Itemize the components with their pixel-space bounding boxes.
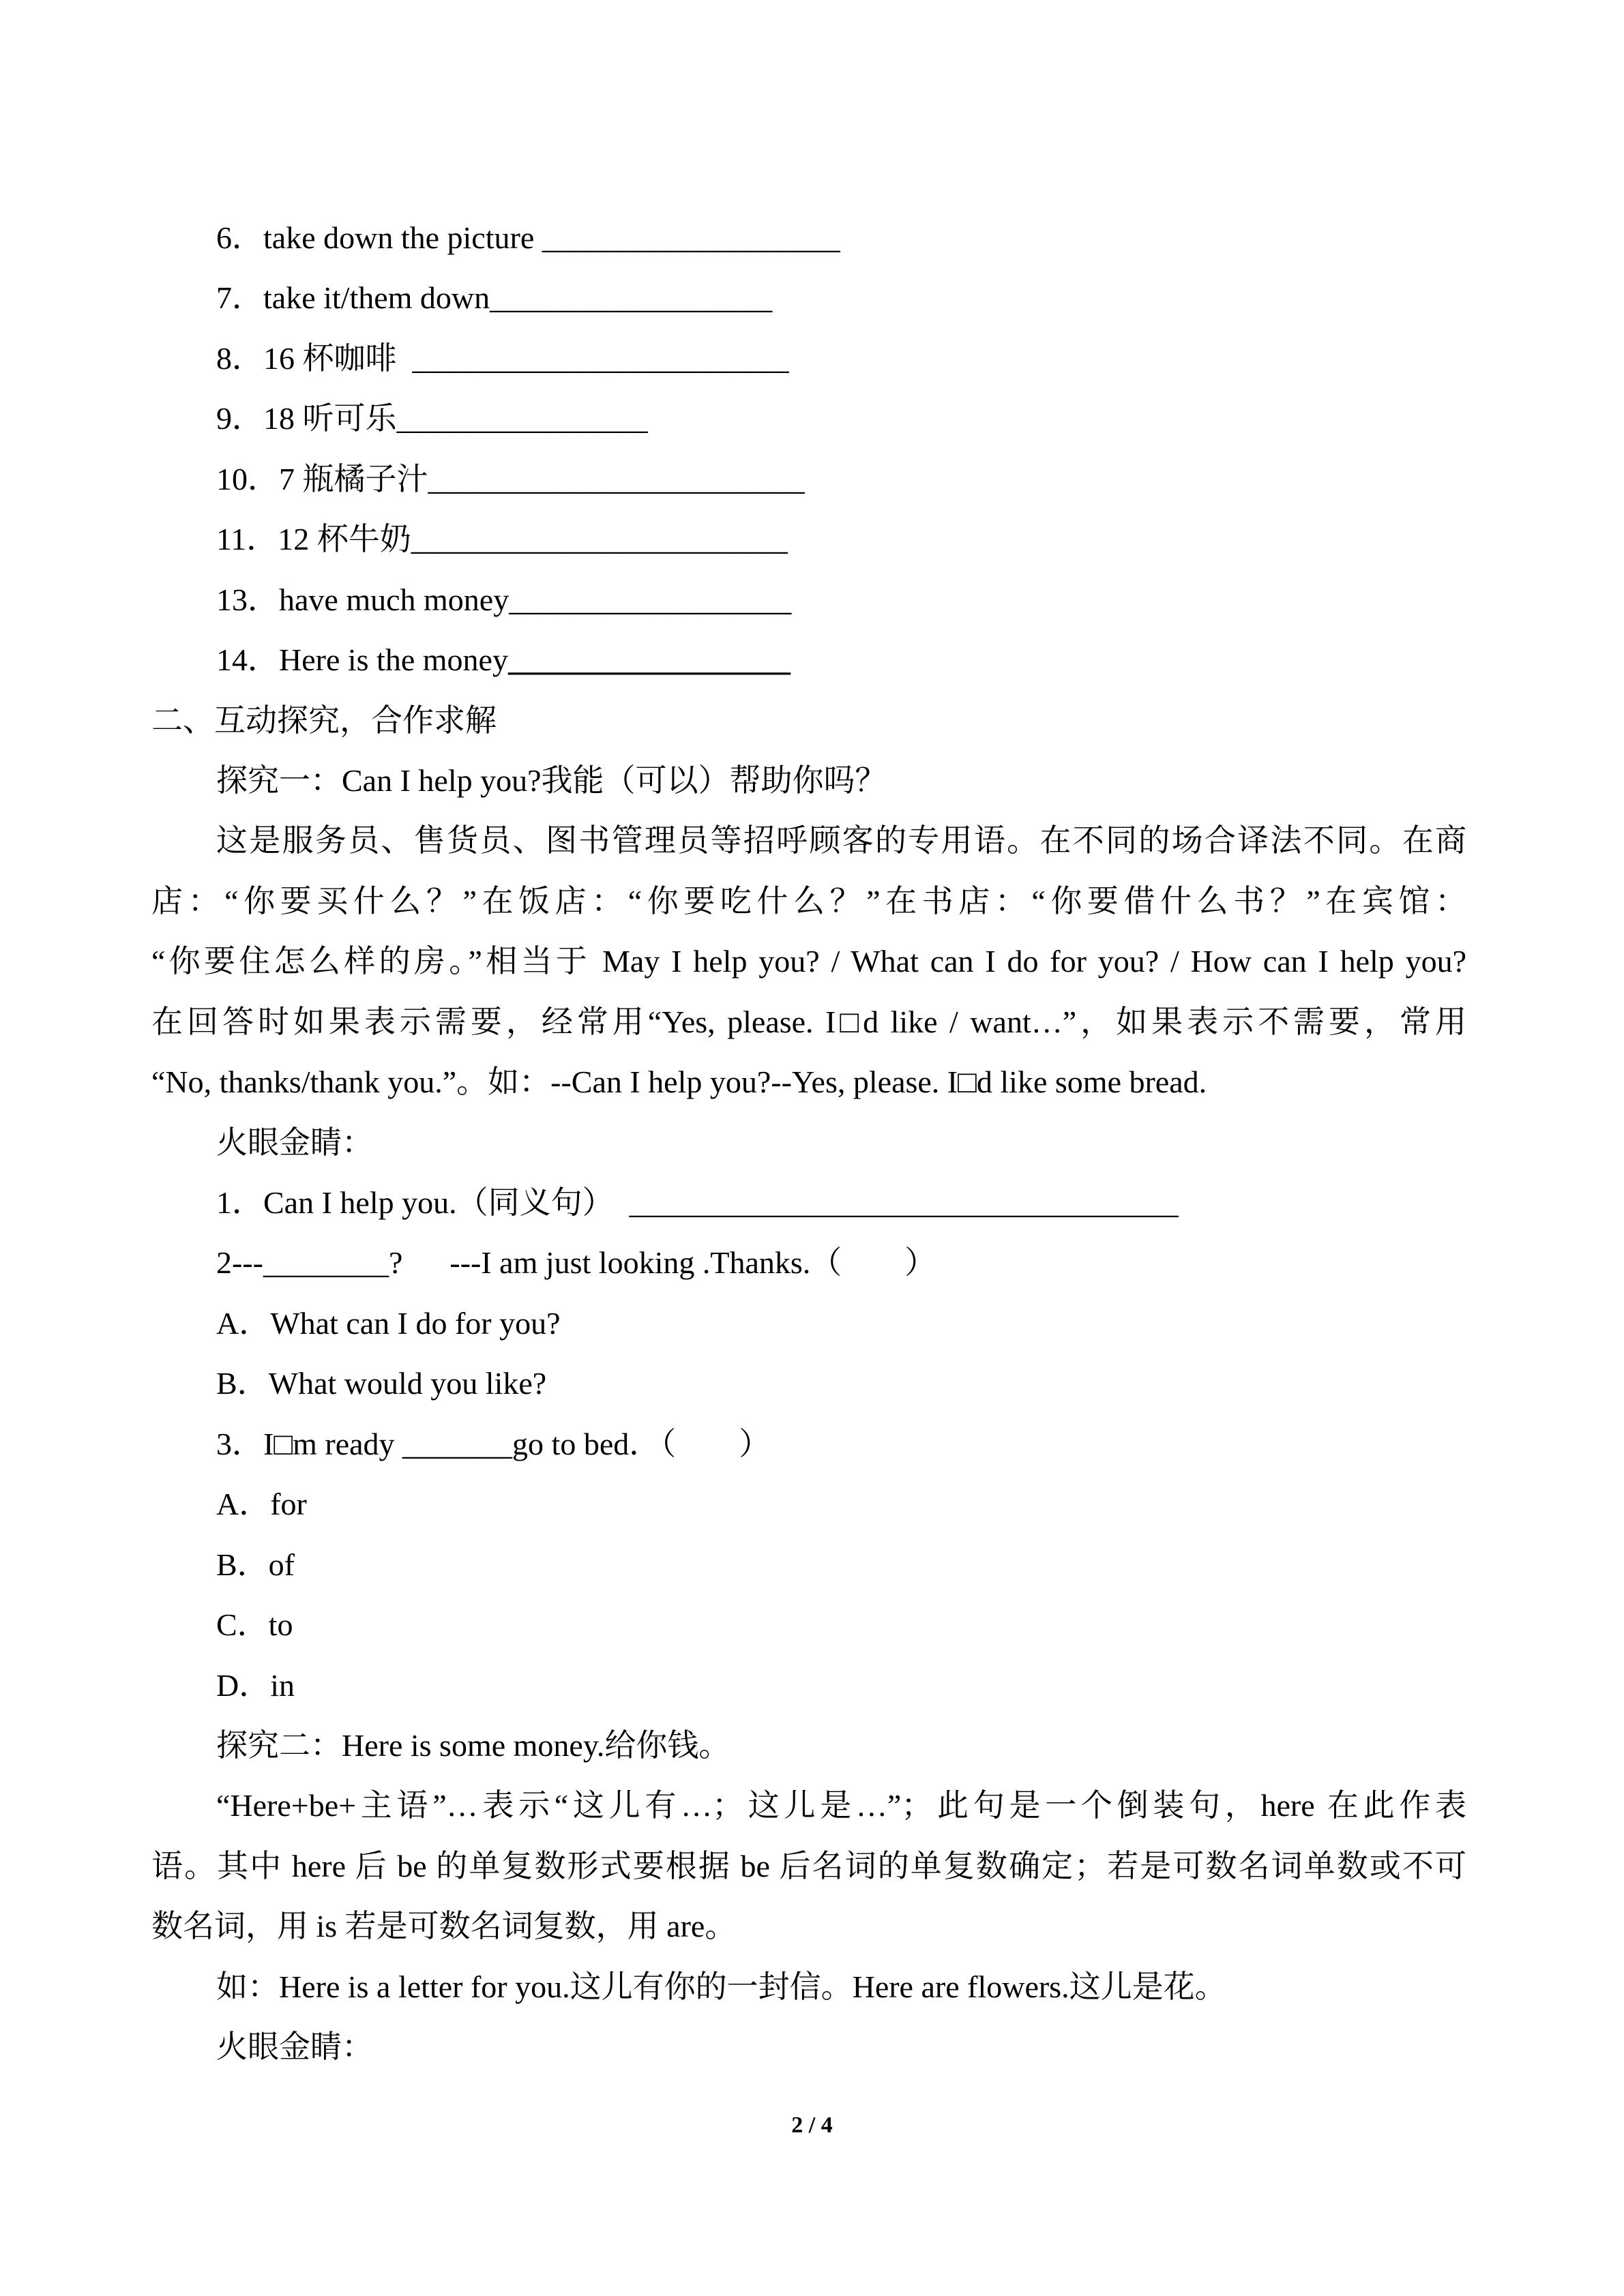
- exercise-item-9: [216, 389, 648, 449]
- question-text: 1．Can I help you.（同义句）: [216, 1185, 630, 1220]
- question-3-option-b: B．of: [216, 1547, 295, 1582]
- question-3-option-c: C．to: [216, 1607, 293, 1642]
- explore2-paragraph-line: 语。其中 here 后 be 的单复数形式要根据 be 后名词的单复数确定；若是可数名词单数或不可: [151, 1849, 1466, 1883]
- exercise-label: 10．7 瓶橘子汁: [216, 462, 428, 496]
- explore1-paragraph-line: “你要住怎么样的房。”相当于 May I help you? / What can I do for you? / How can I help you?: [151, 944, 1466, 979]
- exercise-label: 9．18 听可乐: [216, 401, 397, 436]
- exercise-item-13: [216, 570, 791, 630]
- section-heading: 二、互动探究，合作求解: [151, 703, 497, 738]
- exercise-label: 14．Here is the money: [216, 642, 508, 677]
- explore1-paragraph-line: 这是服务员、售货员、图书管理员等招呼顾客的专用语。在不同的场合译法不同。在商: [216, 823, 1466, 858]
- question-2-option-b: B．What would you like?: [216, 1366, 547, 1401]
- exercise-item-10: [216, 449, 805, 509]
- question-3-option-a: A．for: [216, 1487, 307, 1521]
- answer-blank: ___________________: [542, 220, 840, 255]
- answer-blank: ________________________: [411, 522, 788, 556]
- question-3-option-d: D．in: [216, 1668, 295, 1703]
- exercise-label: 11．12 杯牛奶: [216, 522, 411, 556]
- exercise-item-11: [216, 509, 788, 569]
- question-2-option-a: A．What can I do for you?: [216, 1306, 561, 1341]
- page-number: 2 / 4: [791, 2113, 833, 2138]
- answer-blank: __________________: [490, 280, 773, 315]
- answer-blank: __________________: [507, 642, 791, 677]
- answer-blank: ________________________: [428, 462, 805, 496]
- exercise-label: 7．take it/them down: [216, 280, 490, 315]
- explore1-paragraph-line: “No, thanks/thank you.”。如：--Can I help you?--Yes, please. I□d like some bread.: [151, 1064, 1207, 1099]
- exercise-item-7: [216, 268, 772, 328]
- question-2: 2---________? ---I am just looking .Thanks.（ ）: [216, 1245, 936, 1280]
- explore2-example: 如：Here is a letter for you.这儿有你的一封信。Here are flowers.这儿是花。: [216, 1969, 1226, 2004]
- exercise-label: 8．16 杯咖啡: [216, 341, 413, 376]
- explore2-paragraph-line: “Here+be+主语”…表示“这儿有…；这儿是…”；此句是一个倒装句，here 在此作表: [216, 1788, 1466, 1823]
- answer-blank: ________________: [396, 401, 648, 436]
- practice-label: 火眼金睛：: [216, 1125, 373, 1160]
- question-1: [216, 1173, 1179, 1233]
- exercise-item-6: [216, 208, 840, 268]
- exercise-item-8: [216, 329, 789, 389]
- explore1-paragraph-line: 店：“你要买什么？”在饭店：“你要吃什么？”在书店：“你要借什么书？”在宾馆：: [151, 884, 1466, 919]
- question-3: 3．I□m ready _______go to bed．（ ）: [216, 1427, 771, 1461]
- explore1-title: 探究一：Can I help you?我能（可以）帮助你吗？: [216, 763, 887, 798]
- exercise-label: 13．have much money: [216, 582, 510, 617]
- explore2-title: 探究二：Here is some money.给你钱。: [216, 1728, 730, 1763]
- answer-blank: ________________________: [412, 341, 789, 376]
- practice-label: 火眼金睛：: [216, 2029, 373, 2064]
- answer-blank: ___________________________________: [629, 1185, 1179, 1220]
- answer-blank: __________________: [509, 582, 792, 617]
- explore1-paragraph-line: 在回答时如果表示需要，经常用“Yes, please. I□d like / want…”，如果表示不需要，常用: [151, 1004, 1466, 1039]
- exercise-label: 6．take down the picture: [216, 220, 542, 255]
- exercise-item-14: [216, 630, 791, 690]
- explore2-paragraph-line: 数名词，用 is 若是可数名词复数，用 are。: [151, 1909, 737, 1943]
